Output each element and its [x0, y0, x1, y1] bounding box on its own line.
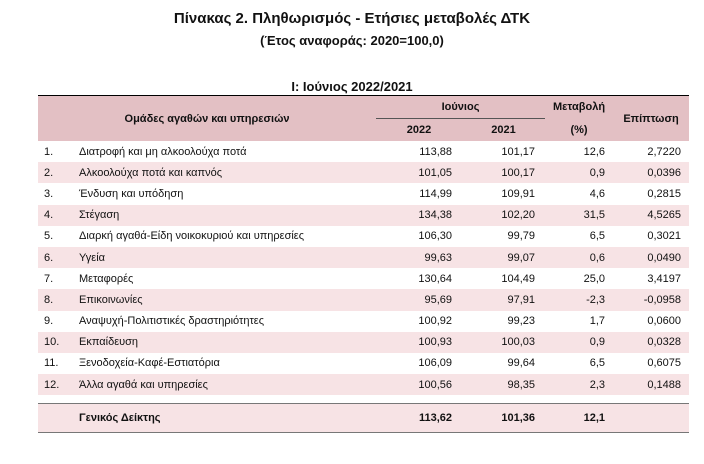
row-impact: 0,0328 [613, 332, 689, 353]
row-value-2021: 99,64 [462, 353, 545, 374]
row-value-2021: 100,03 [462, 332, 545, 353]
table-row [38, 247, 689, 268]
row-name: Ξενοδοχεία-Καφέ-Εστιατόρια [75, 353, 376, 374]
table-title: Πίνακας 2. Πληθωρισμός - Ετήσιες μεταβολές ΔΤΚ [173, 10, 531, 27]
inflation-table-wrapper [38, 95, 689, 433]
row-index: 8. [38, 289, 75, 310]
row-change: 0,6 [545, 247, 613, 268]
row-index: 11. [38, 353, 75, 374]
table-row [38, 311, 689, 332]
row-name: Διαρκή αγαθά-Είδη νοικοκυριού και υπηρεσίες [75, 226, 376, 247]
table-row [38, 141, 689, 162]
spacer-cell [38, 395, 689, 404]
total-value-2022: 113,62 [376, 404, 462, 433]
row-name: Διατροφή και μη αλκοολούχα ποτά [75, 141, 376, 162]
row-name: Αναψυχή-Πολιτιστικές δραστηριότητες [75, 311, 376, 332]
header-change-unit: (%) [545, 119, 613, 142]
row-name: Στέγαση [75, 205, 376, 226]
table-row [38, 162, 689, 183]
row-index: 9. [38, 311, 75, 332]
row-index: 4. [38, 205, 75, 226]
row-index: 12. [38, 374, 75, 395]
row-value-2021: 100,17 [462, 162, 545, 183]
row-change: 6,5 [545, 226, 613, 247]
total-impact [613, 404, 689, 433]
row-impact: 0,0396 [613, 162, 689, 183]
row-value-2021: 98,35 [462, 374, 545, 395]
row-value-2021: 101,17 [462, 141, 545, 162]
header-2022: 2022 [376, 119, 462, 142]
row-name: Ένδυση και υπόδηση [75, 183, 376, 204]
table-row [38, 226, 689, 247]
row-value-2022: 134,38 [376, 205, 462, 226]
row-value-2022: 100,56 [376, 374, 462, 395]
row-name: Άλλα αγαθά και υπηρεσίες [75, 374, 376, 395]
row-index: 10. [38, 332, 75, 353]
row-spacer [38, 395, 689, 404]
row-value-2022: 106,30 [376, 226, 462, 247]
row-index: 1. [38, 141, 75, 162]
row-name: Αλκοολούχα ποτά και καπνός [75, 162, 376, 183]
row-change: -2,3 [545, 289, 613, 310]
row-impact: 0,6075 [613, 353, 689, 374]
row-impact: 0,0600 [613, 311, 689, 332]
row-value-2022: 95,69 [376, 289, 462, 310]
row-value-2021: 99,07 [462, 247, 545, 268]
row-value-2022: 100,92 [376, 311, 462, 332]
row-change: 25,0 [545, 268, 613, 289]
header-change: Μεταβολή [545, 96, 613, 119]
row-impact: 0,1488 [613, 374, 689, 395]
row-change: 0,9 [545, 332, 613, 353]
row-index: 3. [38, 183, 75, 204]
row-value-2021: 99,79 [462, 226, 545, 247]
row-name: Υγεία [75, 247, 376, 268]
header-june: Ιούνιος [376, 96, 545, 119]
table-row [38, 374, 689, 395]
row-change: 12,6 [545, 141, 613, 162]
table-row [38, 332, 689, 353]
table-row [38, 289, 689, 310]
row-name: Επικοινωνίες [75, 289, 376, 310]
row-change: 0,9 [545, 162, 613, 183]
table-row [38, 183, 689, 204]
table-body [38, 141, 689, 433]
header-2021: 2021 [462, 119, 545, 142]
total-name: Γενικός Δείκτης [75, 404, 376, 433]
row-value-2022: 101,05 [376, 162, 462, 183]
row-change: 1,7 [545, 311, 613, 332]
row-impact: 2,7220 [613, 141, 689, 162]
row-impact: 0,2815 [613, 183, 689, 204]
row-name: Εκπαίδευση [75, 332, 376, 353]
row-value-2022: 99,63 [376, 247, 462, 268]
row-change: 6,5 [545, 353, 613, 374]
row-value-2021: 99,23 [462, 311, 545, 332]
table-subtitle: (Έτος αναφοράς: 2020=100,0) [260, 33, 444, 48]
header-groups: Ομάδες αγαθών και υπηρεσιών [38, 96, 376, 142]
row-value-2021: 102,20 [462, 205, 545, 226]
row-impact: 0,3021 [613, 226, 689, 247]
header-impact: Επίπτωση [613, 96, 689, 142]
row-value-2022: 114,99 [376, 183, 462, 204]
section-heading: Ι: Ιούνιος 2022/2021 [291, 79, 413, 94]
row-impact: 4,5265 [613, 205, 689, 226]
inflation-table [38, 95, 689, 433]
row-impact: 3,4197 [613, 268, 689, 289]
table-row [38, 353, 689, 374]
row-value-2021: 97,91 [462, 289, 545, 310]
total-row [38, 404, 689, 433]
row-index: 7. [38, 268, 75, 289]
total-index [38, 404, 75, 433]
row-index: 6. [38, 247, 75, 268]
row-change: 31,5 [545, 205, 613, 226]
row-change: 2,3 [545, 374, 613, 395]
row-impact: -0,0958 [613, 289, 689, 310]
total-value-2021: 101,36 [462, 404, 545, 433]
row-index: 5. [38, 226, 75, 247]
row-change: 4,6 [545, 183, 613, 204]
row-value-2022: 100,93 [376, 332, 462, 353]
row-value-2021: 109,91 [462, 183, 545, 204]
row-name: Μεταφορές [75, 268, 376, 289]
row-value-2021: 104,49 [462, 268, 545, 289]
table-row [38, 268, 689, 289]
total-change: 12,1 [545, 404, 613, 433]
row-value-2022: 113,88 [376, 141, 462, 162]
table-row [38, 205, 689, 226]
row-value-2022: 130,64 [376, 268, 462, 289]
row-index: 2. [38, 162, 75, 183]
row-impact: 0,0490 [613, 247, 689, 268]
row-value-2022: 106,09 [376, 353, 462, 374]
